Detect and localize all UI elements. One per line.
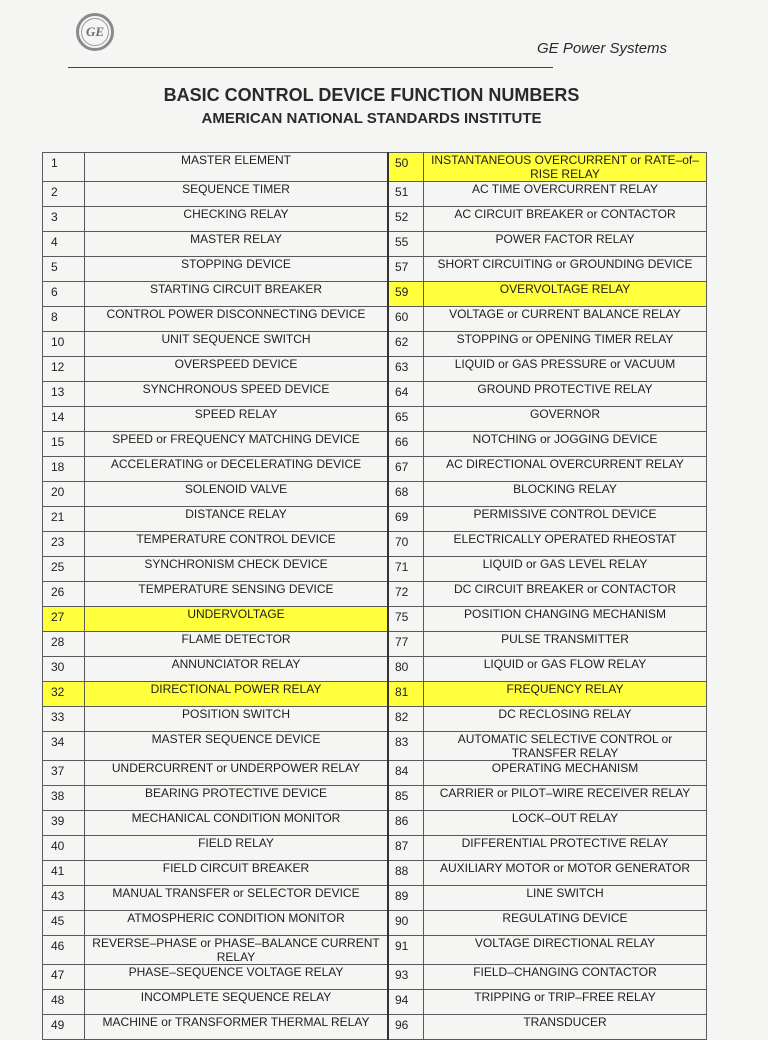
device-number: 94 xyxy=(388,990,424,1015)
device-number: 32 xyxy=(43,682,85,707)
device-function: CARRIER or PILOT–WIRE RECEIVER RELAY xyxy=(424,786,707,811)
device-function: UNDERCURRENT or UNDERPOWER RELAY xyxy=(85,761,389,786)
device-function: MASTER RELAY xyxy=(85,232,389,257)
table-row xyxy=(43,732,707,761)
device-function: VOLTAGE or CURRENT BALANCE RELAY xyxy=(424,307,707,332)
device-number: 18 xyxy=(43,457,85,482)
device-number: 34 xyxy=(43,732,85,761)
device-function: STARTING CIRCUIT BREAKER xyxy=(85,282,389,307)
device-number: 15 xyxy=(43,432,85,457)
table-row xyxy=(43,557,707,582)
table-row xyxy=(43,682,707,707)
table-row xyxy=(43,861,707,886)
device-number: 72 xyxy=(388,582,424,607)
table-row xyxy=(43,911,707,936)
table-row xyxy=(43,786,707,811)
device-number: 14 xyxy=(43,407,85,432)
device-number: 5 xyxy=(43,257,85,282)
device-number: 26 xyxy=(43,582,85,607)
table-row xyxy=(43,153,707,182)
device-number: 39 xyxy=(43,811,85,836)
device-number: 25 xyxy=(43,557,85,582)
device-function: SYNCHRONOUS SPEED DEVICE xyxy=(85,382,389,407)
table-row xyxy=(43,232,707,257)
device-number: 89 xyxy=(388,886,424,911)
table-row xyxy=(43,182,707,207)
device-number: 83 xyxy=(388,732,424,761)
device-function: LIQUID or GAS LEVEL RELAY xyxy=(424,557,707,582)
device-number: 75 xyxy=(388,607,424,632)
device-function: DIRECTIONAL POWER RELAY xyxy=(85,682,389,707)
device-number: 52 xyxy=(388,207,424,232)
device-function: AUXILIARY MOTOR or MOTOR GENERATOR xyxy=(424,861,707,886)
page-subtitle: AMERICAN NATIONAL STANDARDS INSTITUTE xyxy=(201,110,542,127)
device-function: DISTANCE RELAY xyxy=(85,507,389,532)
device-function: CONTROL POWER DISCONNECTING DEVICE xyxy=(85,307,389,332)
brand-name: GE Power Systems xyxy=(537,40,668,57)
device-function: FLAME DETECTOR xyxy=(85,632,389,657)
device-number: 30 xyxy=(43,657,85,682)
device-number: 21 xyxy=(43,507,85,532)
device-function: PULSE TRANSMITTER xyxy=(424,632,707,657)
device-function: UNIT SEQUENCE SWITCH xyxy=(85,332,389,357)
device-number: 20 xyxy=(43,482,85,507)
table-row xyxy=(43,990,707,1015)
device-function: STOPPING or OPENING TIMER RELAY xyxy=(424,332,707,357)
device-function: UNDERVOLTAGE xyxy=(85,607,389,632)
table-row xyxy=(43,707,707,732)
device-function: POWER FACTOR RELAY xyxy=(424,232,707,257)
device-function: REGULATING DEVICE xyxy=(424,911,707,936)
device-function: DIFFERENTIAL PROTECTIVE RELAY xyxy=(424,836,707,861)
table-row xyxy=(43,582,707,607)
device-function: PHASE–SEQUENCE VOLTAGE RELAY xyxy=(85,965,389,990)
device-number: 87 xyxy=(388,836,424,861)
table-row xyxy=(43,282,707,307)
device-number: 69 xyxy=(388,507,424,532)
device-number: 46 xyxy=(43,936,85,965)
device-number: 70 xyxy=(388,532,424,557)
table-row xyxy=(43,507,707,532)
table-row xyxy=(43,632,707,657)
device-number: 12 xyxy=(43,357,85,382)
device-number: 10 xyxy=(43,332,85,357)
table-row xyxy=(43,936,707,965)
device-number: 90 xyxy=(388,911,424,936)
device-number: 50 xyxy=(388,153,424,182)
device-number: 81 xyxy=(388,682,424,707)
device-number: 82 xyxy=(388,707,424,732)
device-function: INCOMPLETE SEQUENCE RELAY xyxy=(85,990,389,1015)
device-number: 71 xyxy=(388,557,424,582)
device-function: TEMPERATURE CONTROL DEVICE xyxy=(85,532,389,557)
device-number: 40 xyxy=(43,836,85,861)
table-row xyxy=(43,332,707,357)
device-number: 48 xyxy=(43,990,85,1015)
device-function: SPEED or FREQUENCY MATCHING DEVICE xyxy=(85,432,389,457)
device-function: SYNCHRONISM CHECK DEVICE xyxy=(85,557,389,582)
device-function: SPEED RELAY xyxy=(85,407,389,432)
table-row xyxy=(43,482,707,507)
device-function: SEQUENCE TIMER xyxy=(85,182,389,207)
device-function: DC RECLOSING RELAY xyxy=(424,707,707,732)
device-function: LIQUID or GAS FLOW RELAY xyxy=(424,657,707,682)
device-function: FIELD RELAY xyxy=(85,836,389,861)
device-number: 1 xyxy=(43,153,85,182)
device-number: 55 xyxy=(388,232,424,257)
device-function: ATMOSPHERIC CONDITION MONITOR xyxy=(85,911,389,936)
device-function: AC DIRECTIONAL OVERCURRENT RELAY xyxy=(424,457,707,482)
device-number: 85 xyxy=(388,786,424,811)
device-number: 65 xyxy=(388,407,424,432)
device-function: NOTCHING or JOGGING DEVICE xyxy=(424,432,707,457)
device-function: MASTER ELEMENT xyxy=(85,153,389,182)
device-number: 13 xyxy=(43,382,85,407)
ge-logo-icon xyxy=(76,13,114,51)
device-number: 77 xyxy=(388,632,424,657)
device-number: 93 xyxy=(388,965,424,990)
device-number: 80 xyxy=(388,657,424,682)
device-function: PERMISSIVE CONTROL DEVICE xyxy=(424,507,707,532)
device-function: SOLENOID VALVE xyxy=(85,482,389,507)
table-row xyxy=(43,307,707,332)
device-number: 59 xyxy=(388,282,424,307)
device-number: 66 xyxy=(388,432,424,457)
device-number: 62 xyxy=(388,332,424,357)
device-number: 96 xyxy=(388,1015,424,1040)
device-number: 41 xyxy=(43,861,85,886)
device-number: 51 xyxy=(388,182,424,207)
device-function: FREQUENCY RELAY xyxy=(424,682,707,707)
device-number: 33 xyxy=(43,707,85,732)
device-function: FIELD CIRCUIT BREAKER xyxy=(85,861,389,886)
device-number: 6 xyxy=(43,282,85,307)
device-function: BEARING PROTECTIVE DEVICE xyxy=(85,786,389,811)
device-function: REVERSE–PHASE or PHASE–BALANCE CURRENT RELAY xyxy=(85,936,389,965)
device-number: 3 xyxy=(43,207,85,232)
device-function: AC TIME OVERCURRENT RELAY xyxy=(424,182,707,207)
table-row xyxy=(43,382,707,407)
device-function: SHORT CIRCUITING or GROUNDING DEVICE xyxy=(424,257,707,282)
device-function: OVERVOLTAGE RELAY xyxy=(424,282,707,307)
table-body xyxy=(43,153,707,1040)
device-number: 86 xyxy=(388,811,424,836)
table-row xyxy=(43,257,707,282)
device-function: ACCELERATING or DECELERATING DEVICE xyxy=(85,457,389,482)
device-number: 47 xyxy=(43,965,85,990)
device-function: MACHINE or TRANSFORMER THERMAL RELAY xyxy=(85,1015,389,1040)
device-number: 45 xyxy=(43,911,85,936)
device-function: INSTANTANEOUS OVERCURRENT or RATE–of–RISE RELAY xyxy=(424,153,707,182)
header-rule xyxy=(68,67,553,68)
device-function: DC CIRCUIT BREAKER or CONTACTOR xyxy=(424,582,707,607)
device-function: LINE SWITCH xyxy=(424,886,707,911)
device-number: 2 xyxy=(43,182,85,207)
device-function: MASTER SEQUENCE DEVICE xyxy=(85,732,389,761)
device-function: GROUND PROTECTIVE RELAY xyxy=(424,382,707,407)
device-number: 91 xyxy=(388,936,424,965)
device-function: AUTOMATIC SELECTIVE CONTROL or TRANSFER RELAY xyxy=(424,732,707,761)
table-row xyxy=(43,207,707,232)
device-function: ANNUNCIATOR RELAY xyxy=(85,657,389,682)
device-number: 49 xyxy=(43,1015,85,1040)
device-function: OVERSPEED DEVICE xyxy=(85,357,389,382)
device-function: POSITION SWITCH xyxy=(85,707,389,732)
device-function: TRIPPING or TRIP–FREE RELAY xyxy=(424,990,707,1015)
device-function: GOVERNOR xyxy=(424,407,707,432)
device-function: LOCK–OUT RELAY xyxy=(424,811,707,836)
table-row xyxy=(43,432,707,457)
device-function: BLOCKING RELAY xyxy=(424,482,707,507)
table-row xyxy=(43,761,707,786)
device-function: AC CIRCUIT BREAKER or CONTACTOR xyxy=(424,207,707,232)
device-function: MANUAL TRANSFER or SELECTOR DEVICE xyxy=(85,886,389,911)
device-number: 27 xyxy=(43,607,85,632)
ge-logo-monogram: GE xyxy=(81,18,109,46)
device-number: 38 xyxy=(43,786,85,811)
device-function: LIQUID or GAS PRESSURE or VACUUM xyxy=(424,357,707,382)
device-function: TRANSDUCER xyxy=(424,1015,707,1040)
device-function: VOLTAGE DIRECTIONAL RELAY xyxy=(424,936,707,965)
device-function: STOPPING DEVICE xyxy=(85,257,389,282)
device-number: 60 xyxy=(388,307,424,332)
device-function: TEMPERATURE SENSING DEVICE xyxy=(85,582,389,607)
device-number: 43 xyxy=(43,886,85,911)
table-row xyxy=(43,357,707,382)
table-row xyxy=(43,965,707,990)
device-function-table xyxy=(42,152,707,1040)
device-number: 67 xyxy=(388,457,424,482)
table-row xyxy=(43,607,707,632)
device-number: 64 xyxy=(388,382,424,407)
table-row xyxy=(43,1015,707,1040)
device-number: 8 xyxy=(43,307,85,332)
device-number: 4 xyxy=(43,232,85,257)
table-row xyxy=(43,886,707,911)
device-function: ELECTRICALLY OPERATED RHEOSTAT xyxy=(424,532,707,557)
device-number: 28 xyxy=(43,632,85,657)
table-row xyxy=(43,657,707,682)
device-number: 37 xyxy=(43,761,85,786)
table-row xyxy=(43,457,707,482)
page-title: BASIC CONTROL DEVICE FUNCTION NUMBERS xyxy=(163,85,580,105)
table-row xyxy=(43,836,707,861)
device-function: FIELD–CHANGING CONTACTOR xyxy=(424,965,707,990)
table-row xyxy=(43,532,707,557)
device-function: CHECKING RELAY xyxy=(85,207,389,232)
device-function: OPERATING MECHANISM xyxy=(424,761,707,786)
device-function: MECHANICAL CONDITION MONITOR xyxy=(85,811,389,836)
device-number: 57 xyxy=(388,257,424,282)
device-function: POSITION CHANGING MECHANISM xyxy=(424,607,707,632)
device-number: 88 xyxy=(388,861,424,886)
device-number: 63 xyxy=(388,357,424,382)
device-number: 23 xyxy=(43,532,85,557)
table-row xyxy=(43,811,707,836)
table-row xyxy=(43,407,707,432)
device-number: 84 xyxy=(388,761,424,786)
device-number: 68 xyxy=(388,482,424,507)
